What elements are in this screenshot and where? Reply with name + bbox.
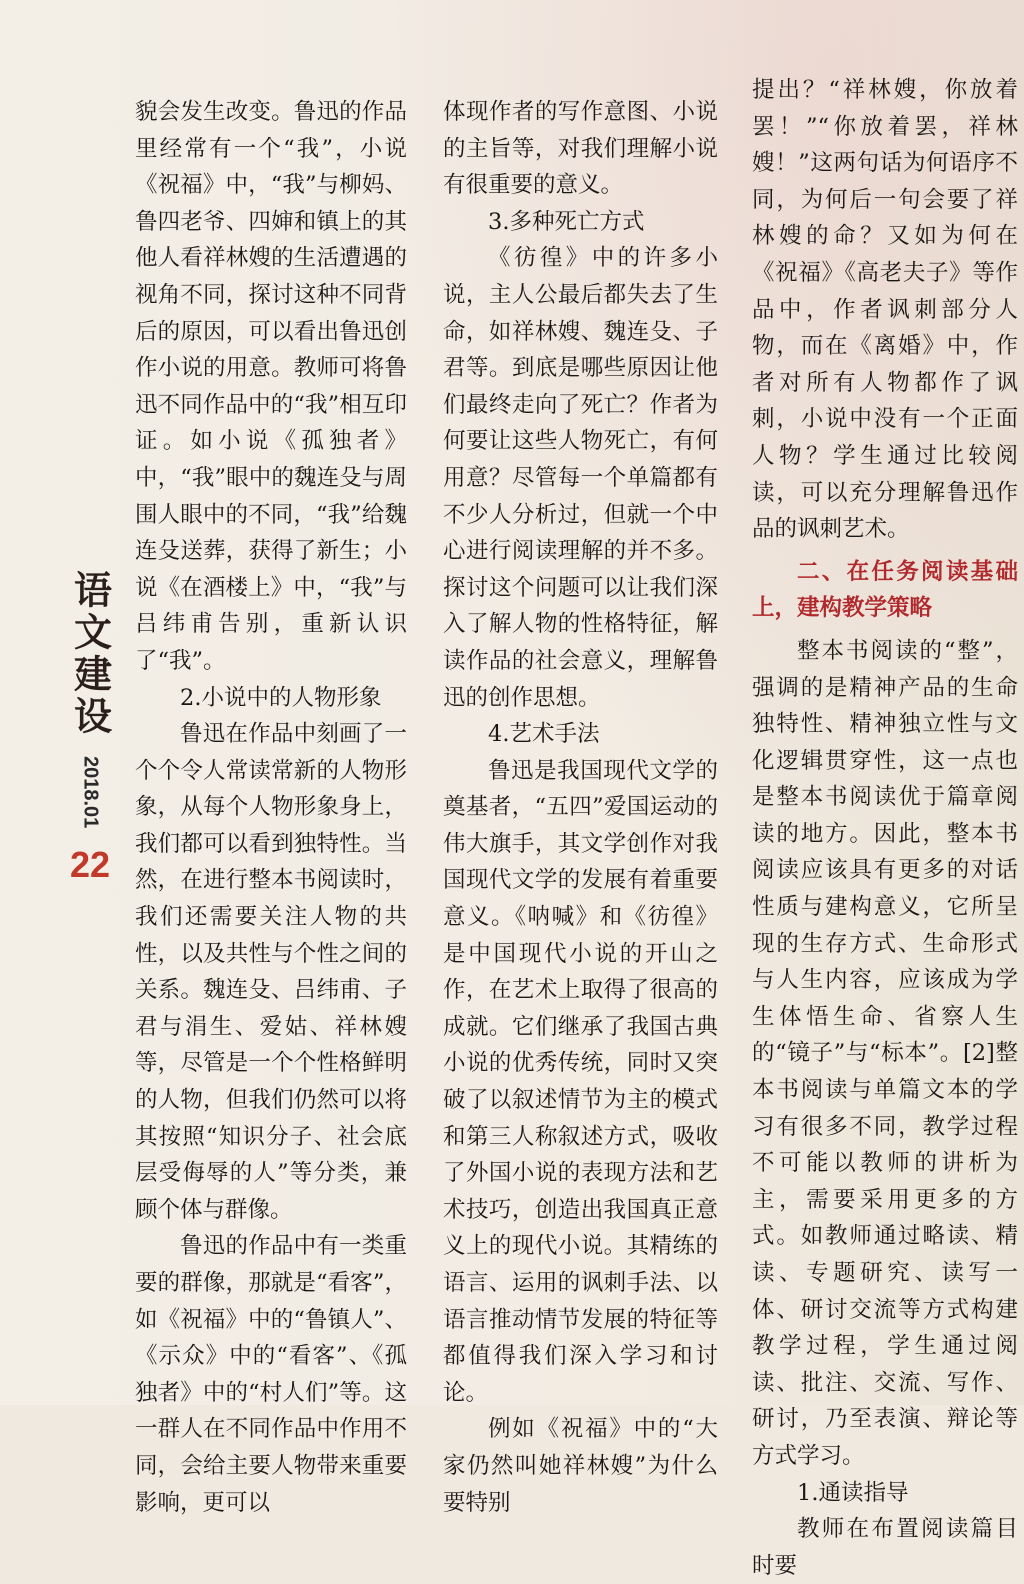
text-column-1 [135, 94, 407, 1521]
paragraph: 鲁迅是我国现代文学的奠基者，“五四”爱国运动的伟大旗手，其文学创作对我国现代文学的发展有着重要意义。《呐喊》和《彷徨》是中国现代小说的开山之作，在艺术上取得了很高的成就。它们继承了我国古典小说的优秀传统，同时又突破了以叙述情节为主的模式和第三人称叙述方式，吸收了外国小说的表现方法和艺术技巧，创造出我国真正意义上的现代小说。其精练的语言、运用的讽刺手法、以语言推动情节发展的特征等都值得我们深入学习和讨论。 [443, 757, 718, 1406]
paragraph: 鲁迅在作品中刻画了一个个令人常读常新的人物形象，从每个人物形象身上，我们都可以看到独特性。当然，在进行整本书阅读时，我们还需要关注人物的共性，以及共性与个性之间的关系。魏连殳、吕纬甫、子君与涓生、爱姑、祥林嫂等，尽管是一个个性格鲜明的人物，但我们仍然可以将其按照“知识分子、社会底层受侮辱的人”等分类，兼顾个体与群像。 [135, 721, 407, 1223]
paragraph: 鲁迅的作品中有一类重要的群像，那就是“看客”，如《祝福》中的“鲁镇人”、《示众》中的“看客”、《孤独者》中的“村人们”等。这一群人在不同作品中作用不同，会给主要人物带来重要影响，更可以 [135, 1233, 407, 1516]
paragraph: 例如《祝福》中的“大家仍然叫她祥林嫂”为什么要特别 [443, 1416, 718, 1516]
subsection-heading: 2.小说中的人物形象 [180, 684, 382, 711]
subsection-heading: 4.艺术手法 [488, 721, 600, 748]
paragraph: 体现作者的写作意图、小说的主旨等，对我们理解小说有很重要的意义。 [443, 99, 718, 199]
paragraph: 提出？“祥林嫂，你放着罢！”“你放着罢，祥林嫂！”这两句话为何语序不同，为何后一句会要了祥林嫂的命？又如为何在《祝福》《高老夫子》等作品中，作者讽刺部分人物，而在《离婚》中，作者对所有人物都作了讽刺，小说中没有一个正面人物？学生通过比较阅读，可以充分理解鲁迅作品的讽刺艺术。 [752, 77, 1018, 543]
issue-date: 2018.01 [79, 756, 102, 829]
subsection-heading: 3.多种死亡方式 [488, 208, 645, 235]
page-number: 22 [69, 844, 111, 886]
journal-name: 语文建设 [67, 570, 113, 738]
paragraph: 整本书阅读的“整”，强调的是精神产品的生命独特性、精神独立性与文化逻辑贯穿性，这一点也是整本书阅读优于篇章阅读的地方。因此，整本书阅读应该具有更多的对话性质与建构意义，它所呈现的生存方式、生命形式与人生内容，应该成为学生体悟生命、省察人生的“镜子”与“标本”。[2]整本书阅读与单篇文本的学习有很多不同，教学过程不可能以教师的讲析为主，需要采用更多的方式。如教师通过略读、精读、专题研究、读写一体、研讨交流等方式构建教学过程，学生通过阅读、批注、交流、写作、研讨，乃至表演、辩论等方式学习。 [752, 637, 1018, 1469]
text-column-3 [752, 72, 1018, 1584]
paragraph: 貌会发生改变。鲁迅的作品里经常有一个“我”，小说《祝福》中，“我”与柳妈、鲁四老爷、四婶和镇上的其他人看祥林嫂的生活遭遇的视角不同，探讨这种不同背后的原因，可以看出鲁迅创作小说的用意。教师可将鲁迅不同作品中的“我”相互印证。如小说《孤独者》中，“我”眼中的魏连殳与周围人眼中的不同，“我”给魏连殳送葬，获得了新生；小说《在酒楼上》中，“我”与吕纬甫告别，重新认识了“我”。 [135, 99, 407, 674]
paragraph: 教师在布置阅读篇目时要 [752, 1516, 1018, 1579]
section-heading: 二、在任务阅读基础上，建构教学策略 [752, 558, 1018, 622]
text-column-2 [443, 94, 718, 1521]
subsection-heading: 1.通读指导 [797, 1479, 909, 1506]
paragraph: 《彷徨》中的许多小说，主人公最后都失去了生命，如祥林嫂、魏连殳、子君等。到底是哪些原因让他们最终走向了死亡？作者为何要让这些人物死亡，有何用意？尽管每一个单篇都有不少人分析过，但就一个中心进行阅读理解的并不多。探讨这个问题可以让我们深入了解人物的性格特征，解读作品的社会意义，理解鲁迅的创作思想。 [443, 245, 718, 711]
journal-sidebar [60, 570, 120, 886]
